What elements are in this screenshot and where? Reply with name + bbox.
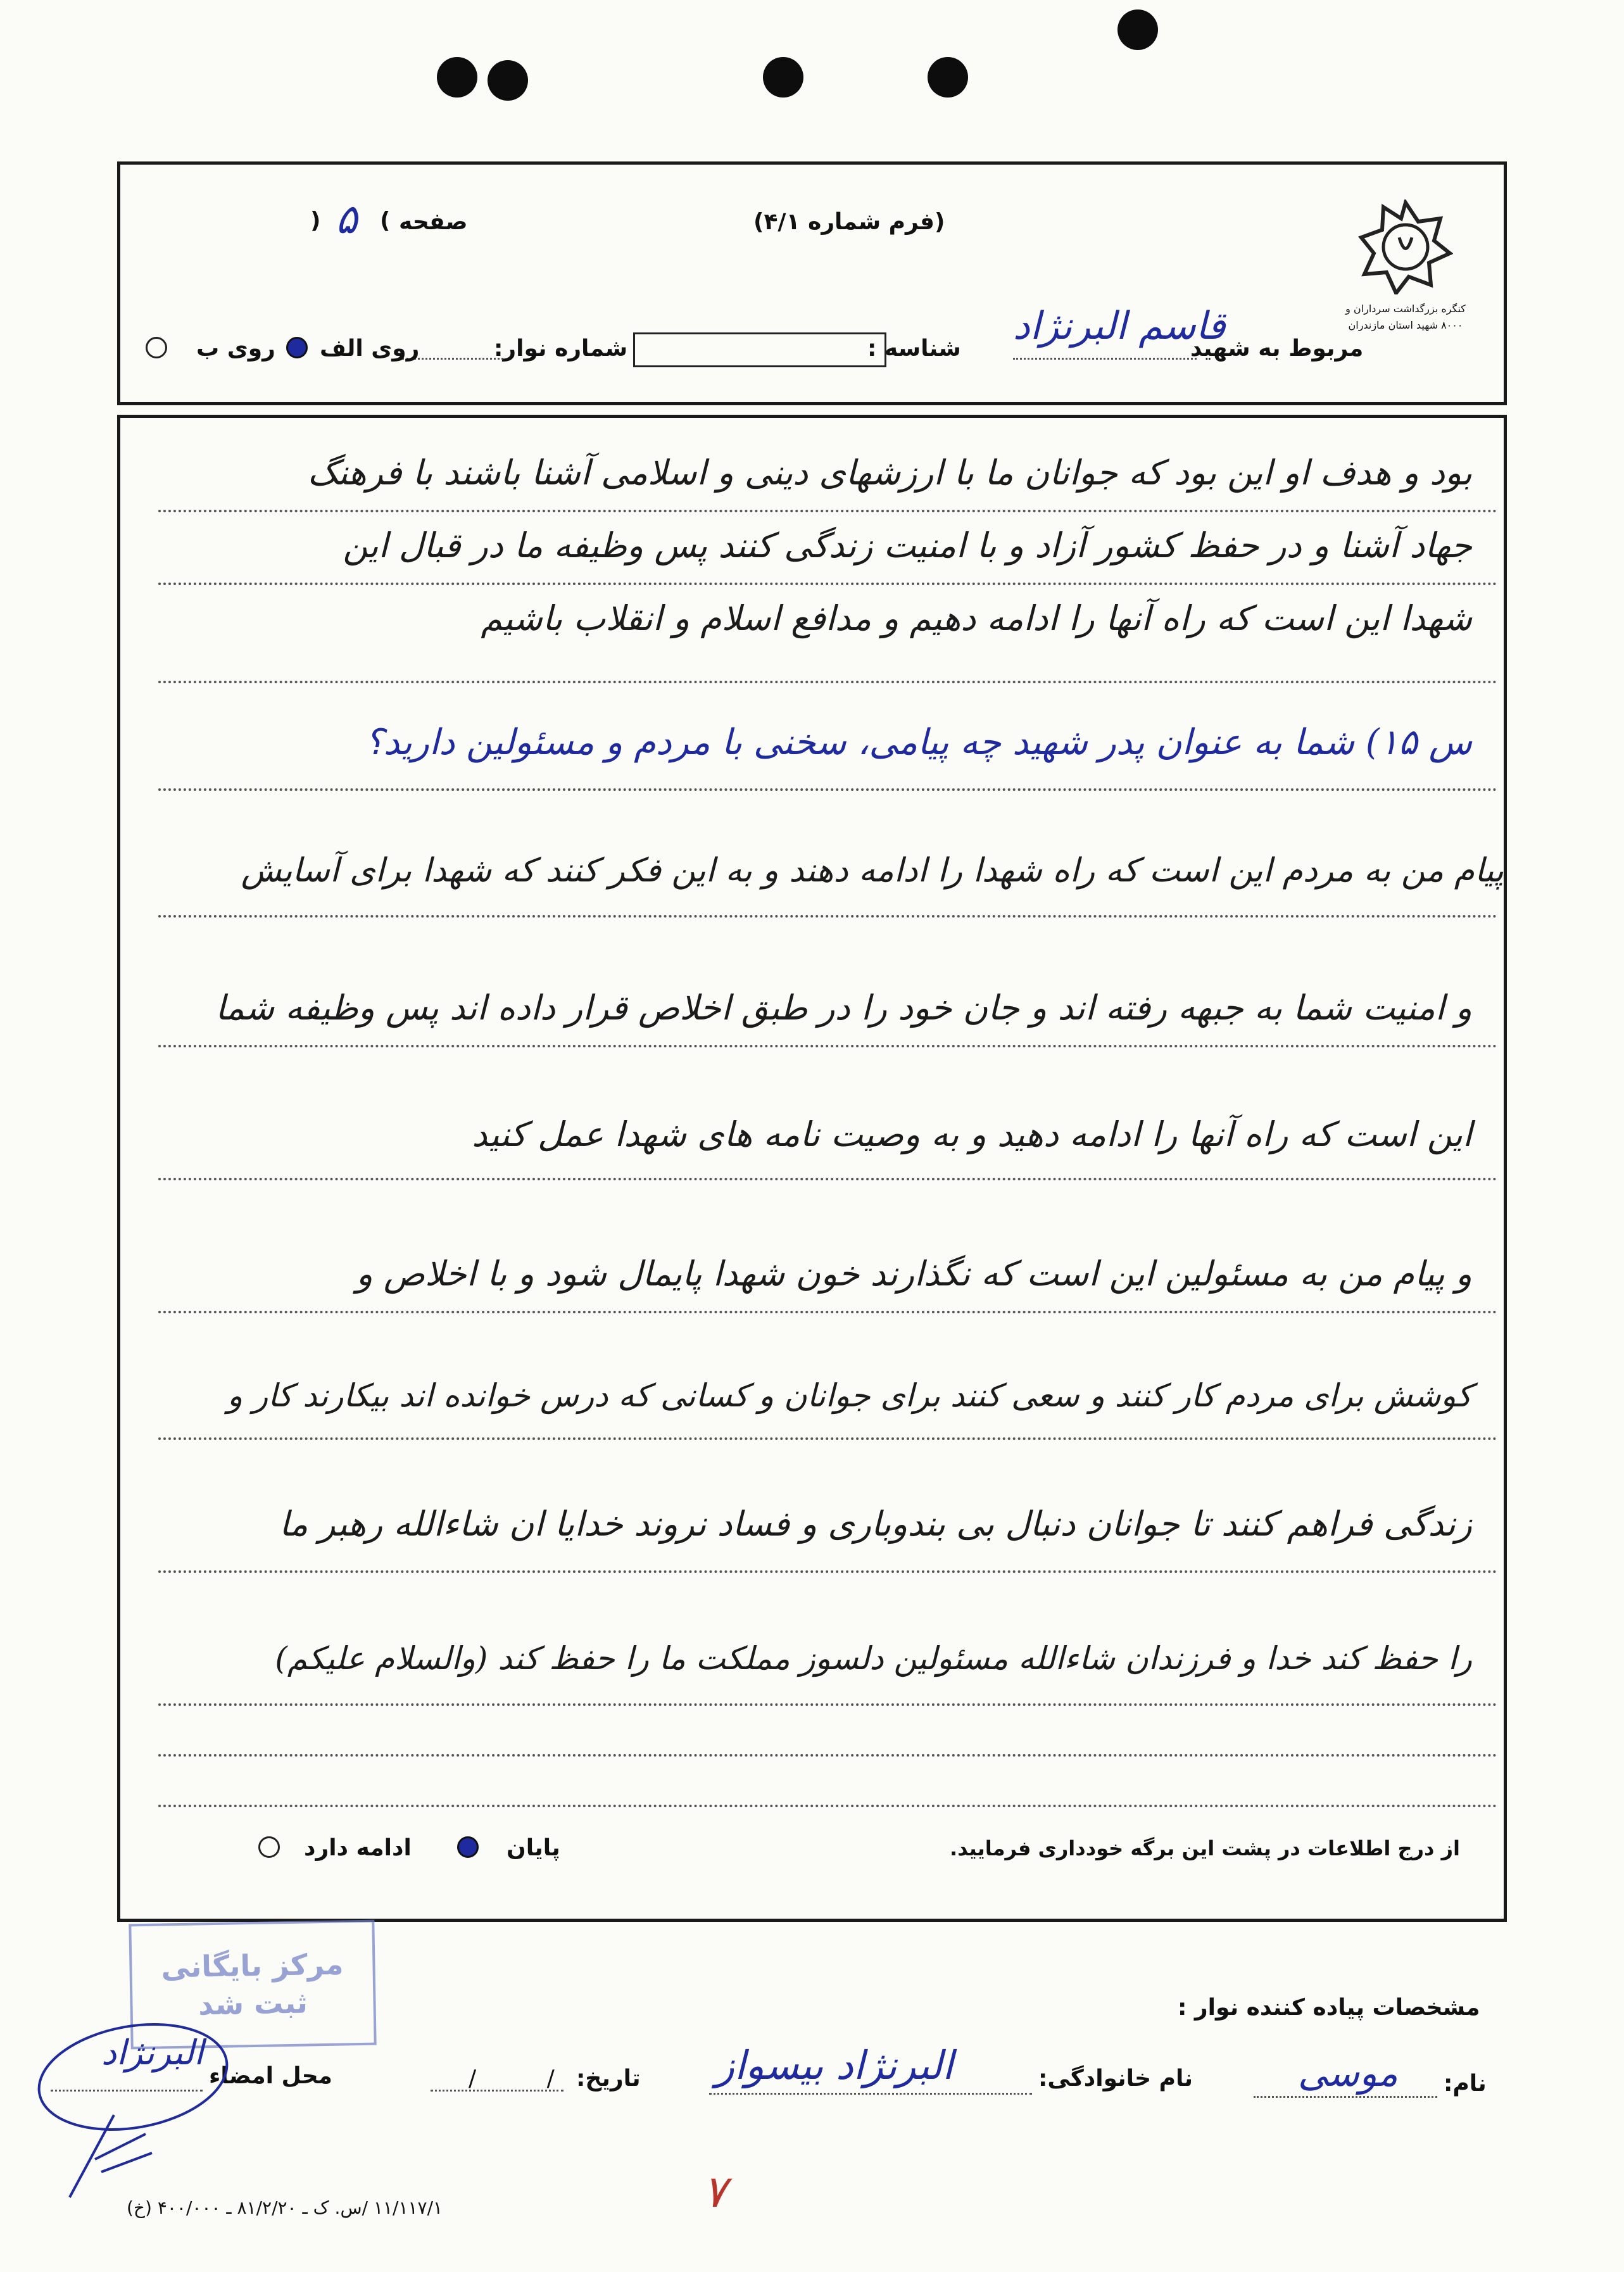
answer-line: را حفظ کند خدا و فرزندان شاءالله مسئولین دلسوز مملکت ما را حفظ کند (والسلام علیکم) (275, 1640, 1472, 1677)
rule-line (158, 1178, 1497, 1180)
binder-hole (928, 57, 968, 98)
family-label: نام خانوادگی: (1038, 2066, 1193, 2092)
form-header (117, 161, 1507, 405)
transcriber-heading: مشخصات پیاده کننده نوار : (1178, 1995, 1480, 2021)
body-line: جهاد آشنا و در حفظ کشور آزاد و با امنیت زندگی کنند پس وظیفه ما در قبال این (343, 526, 1472, 565)
answer-line: کوشش برای مردم کار کنند و سعی کنند برای جوانان و کسانی که درس خوانده اند بیکارند کار و (227, 1377, 1472, 1414)
rule-line (158, 510, 1497, 512)
answer-line: پیام من به مردم این است که راه شهدا را ادامه دهند و به این فکر کنند که شهدا برای آسایش (241, 852, 1504, 890)
martyr-name: قاسم البرنژاد (1013, 304, 1226, 348)
date-label: تاریخ: (576, 2066, 641, 2092)
rule-line (158, 583, 1497, 585)
page-label: صفحه (399, 209, 468, 235)
family-value: البرنژاد بیسواز (715, 2042, 954, 2088)
signature (32, 2007, 241, 2216)
answer-line: زندگی فراهم کنند تا جوانان دنبال بی بندوباری و فساد نروند خدایا ان شاءالله رهبر ما (279, 1504, 1472, 1544)
related-label: مربوط به شهید (1190, 336, 1364, 362)
side-b-radio[interactable] (146, 337, 167, 358)
rule-line (158, 1437, 1497, 1440)
body-line: شهدا این است که راه آنها را ادامه دهیم و مدافع اسلام و انقلاب باشیم (481, 598, 1472, 638)
date-value: / / (469, 2066, 586, 2092)
content-box (117, 415, 1507, 1922)
answer-line: این است که راه آنها را ادامه دهید و به وصیت نامه های شهدا عمل کنید (472, 1114, 1472, 1154)
page-number-close: ) (380, 208, 391, 234)
signature-label: محل امضاء (209, 2063, 332, 2089)
binder-hole (763, 57, 803, 98)
rule-line (158, 915, 1497, 918)
rule-line (158, 681, 1497, 683)
page-number-open: ( (310, 208, 321, 234)
corner-mark: ۷ (703, 2166, 727, 2218)
form-code: ۱۱/۱۱۷/۱ /س. ک ـ ۸۱/۲/۲۰ ـ ۴۰۰/۰۰۰ (خ) (127, 2197, 443, 2218)
question-line: س ۱۵) شما به عنوان پدر شهید چه پیامی، سخنی با مردم و مسئولین دارید؟ (365, 722, 1472, 763)
family-underline (709, 2093, 1032, 2095)
body-line: بود و هدف او این بود که جوانان ما با ارزشهای دینی و اسلامی آشنا باشند با فرهنگ (307, 453, 1472, 493)
rule-line (158, 1570, 1497, 1573)
end-label: پایان (507, 1835, 560, 1861)
rule-line (158, 1311, 1497, 1313)
rule-line (158, 1045, 1497, 1047)
name-label: نام: (1444, 2071, 1487, 2097)
page-number: ۵ (336, 196, 358, 243)
logo-caption: کنگره بزرگداشت سرداران و ۸۰۰۰ شهید استان مازندران (1345, 303, 1466, 331)
logo (1342, 199, 1469, 351)
id-field[interactable] (633, 332, 886, 367)
side-a-label: روی الف (320, 336, 420, 362)
binder-hole (1117, 9, 1158, 50)
date-underline (431, 2090, 563, 2092)
rule-line (158, 1703, 1497, 1706)
name-value: موسی (1298, 2052, 1398, 2095)
end-radio[interactable] (457, 1836, 479, 1858)
answer-line: و پیام من به مسئولین این است که نگذارند خون شهدا پایمال شود و با اخلاص و (356, 1254, 1472, 1294)
rule-line (158, 1754, 1497, 1757)
name-underline (1254, 2096, 1437, 2098)
continue-radio[interactable] (258, 1836, 280, 1858)
martyr-name-underline (1013, 358, 1197, 360)
back-notice: از درج اطلاعات در پشت این برگه خودداری فرمایید. (950, 1836, 1460, 1860)
signature-text: البرنژاد (101, 2033, 204, 2073)
side-b-label: روی ب (196, 336, 275, 362)
answer-line: و امنیت شما به جبهه رفته اند و جان خود را در طبق اخلاص قرار داده اند پس وظیفه شما (215, 988, 1472, 1028)
rule-line (158, 788, 1497, 791)
form-number: (فرم شماره ۴/۱) (753, 209, 945, 235)
id-label: شناسه : (867, 336, 961, 362)
archive-stamp-text: مرکز بایگانی ثبت شد (160, 1947, 344, 2022)
continue-label: ادامه دارد (304, 1835, 412, 1861)
tape-number-label: شماره نوار: (494, 336, 628, 362)
binder-hole (437, 57, 477, 98)
side-a-radio[interactable] (286, 337, 308, 358)
binder-hole (488, 60, 528, 101)
rule-line (158, 1805, 1497, 1807)
